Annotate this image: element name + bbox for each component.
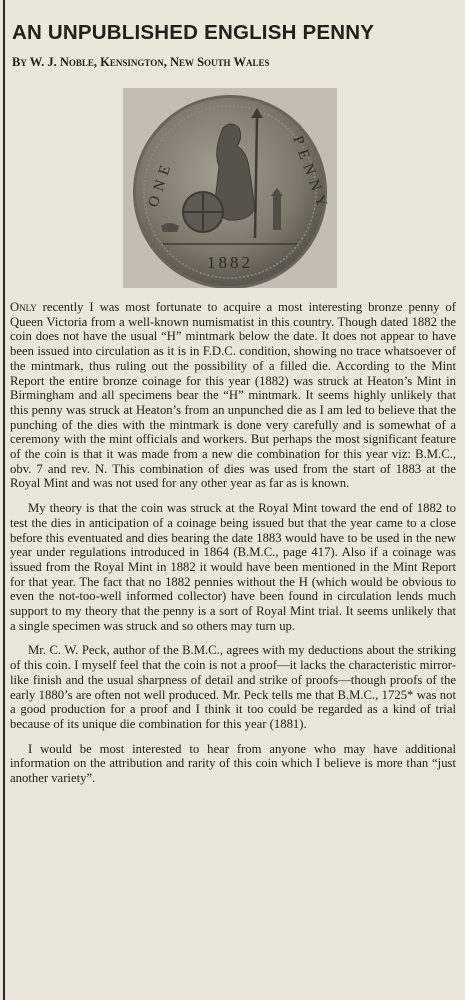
- article-title: AN UNPUBLISHED ENGLISH PENNY: [12, 21, 375, 44]
- left-margin-rule: [3, 0, 5, 1000]
- penny-reverse-image: [123, 88, 337, 288]
- paragraph-1: [10, 300, 456, 491]
- coin-photograph: [123, 88, 337, 288]
- article-body: [10, 300, 456, 786]
- paragraph-4: I would be most interested to hear from anyone who may have additional information on the attribution and rarity of this coin which I believe is more than “just another variety”.: [10, 741, 456, 786]
- author-byline: By W. J. Noble, Kensington, New South Wales: [12, 55, 270, 69]
- coin-legend-right: PENNY: [289, 133, 332, 215]
- paragraph-3: Mr. C. W. Peck, author of the B.M.C., agrees with my deductions about the striking of this coin. I myself feel that the coin is not a proof—it lacks the characteristic mirror-like finish and the usual sharpness of detail and strike of proofs—though proofs of the early 1880’s are often not well produced. Mr. Peck tells me that B.M.C., 1725* was not a good production for a proof and I think it too could be regarded as a kind of trial because of its unique die combination for this year (1881).: [10, 643, 456, 731]
- article-page: [10, 0, 456, 786]
- coin-date: 1882: [207, 253, 253, 272]
- paragraph-text: recently I was most fortunate to acquire a most interesting bronze penny of Queen Victoria from a well-known numismatist in this country. Though dated 1882 the coin does not have the usual “H” mintmark below the date. It does not appear to have been issued into circulation as it is in F.D.C. condition, showing no trace whatsoever of the mintmark, thus ruling out the possibility of a filled die. According to the Mint Report the entire bronze coinage for this year (1882) was struck at Heaton’s Mint in Birmingham and all specimens bear the “H” mintmark. It seems highly unlikely that this penny was struck at Heaton’s from an unpunched die as I am led to believe that the punching of the dies with the mintmark is done very carefully and is somewhat of a ceremony with the mint officials and workers. But perhaps the most significant feature of the coin is that it was made from a new die combination for this year viz: B.M.C., obv. 7 and rev. N. This combination of dies was used from the start of 1883 at the Royal Mint and was not used for any other year as far as is known.: [10, 300, 456, 491]
- paragraph-2: My theory is that the coin was struck at the Royal Mint toward the end of 1882 to test the dies in anticipation of a coinage being issued but that the year came to a close before this eventuated and dies bearing the date 1883 would have to be used in the new year under regulations introduced in 1864 (B.M.C., page 417). Also if a coinage was issued from the Royal Mint in 1882 it would have been mentioned in the Mint Report for that year. The fact that no 1882 pennies without the H (which would be obvious to even the not-too-well informed collector) have been found in circulation lends much support to my theory that the penny is a sort of Royal Mint trial. It seems unlikely that a single specimen was struck and so others may turn up.: [10, 501, 456, 633]
- coin-legend-left: ONE: [145, 157, 176, 210]
- paragraph-lead-in: Only: [10, 300, 37, 314]
